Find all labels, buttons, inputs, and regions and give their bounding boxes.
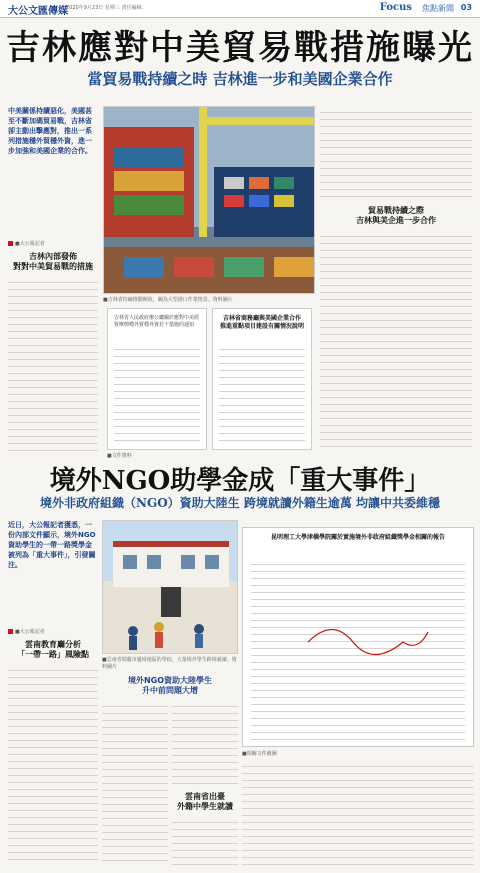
headline-1: 吉林應對中美貿易戰措施曝光 bbox=[6, 28, 474, 68]
article1-body-col3 bbox=[320, 106, 472, 202]
handwritten-signature-icon bbox=[303, 612, 433, 682]
article2-lead: 近日，大公報記者獲悉，一份內部文件顯示，境外NGO資助學生的一帶一路獎學金被列為「重大事件」，引發關注。 bbox=[8, 521, 96, 569]
section-name: 焦點新聞 bbox=[422, 4, 454, 13]
article1-lead: 中美關係持續惡化，美國甚至不斷加碼貿易戰，吉林省卻主動出擊應對，推出一系列措施穩外貿穩外資，進一步加強和美國企業的合作。 bbox=[8, 107, 92, 155]
issue-date: 2020年9月23日 星期三 責任編輯： bbox=[66, 5, 147, 11]
article2-section3-title: 雲南省出臺 外籍中學生就讀 bbox=[177, 792, 233, 811]
article2-body-col3 bbox=[242, 760, 474, 866]
doc2-title: 吉林省商務廳與美國企業合作 推進重點項目建設有關情況說明 bbox=[219, 315, 304, 330]
newspaper-brand: 大公文匯傳媒 bbox=[8, 6, 68, 17]
doc1-text bbox=[114, 343, 200, 443]
subheadline-2: 境外非政府組織（NGO）資助大陸生 跨境就讀外籍生逾萬 均讓中共委維穩 bbox=[39, 496, 441, 510]
article1-body-col1 bbox=[8, 276, 98, 454]
article2-body-col2b bbox=[172, 700, 238, 788]
doc1-title: 吉林省人民政府辦公廳關於應對中美經貿摩擦穩外貿穩外資若干措施的通知 bbox=[114, 315, 200, 328]
document-image-2 bbox=[212, 308, 312, 450]
page-header bbox=[0, 0, 480, 18]
article2-body-col2c bbox=[172, 816, 238, 866]
document-image-1 bbox=[107, 308, 207, 450]
photo2-caption: ■雲南省瑞麗市邊境地區的學校，大量境外學生跨境就讀。資料圖片 bbox=[102, 657, 237, 670]
article1-section2-title: 貿易戰持續之際 吉林與美企進一步合作 bbox=[356, 206, 436, 225]
article2-body-col1 bbox=[8, 664, 98, 864]
school-photo bbox=[102, 520, 238, 654]
photo1-caption: ■吉林省持續推動開放，圖為大型港口作業情景。資料圖片 bbox=[103, 297, 233, 303]
article1-section1-title: 吉林內部發佈 對對中美貿易戰的措施 bbox=[13, 252, 93, 271]
article2-byline: ■大公報記者 bbox=[8, 628, 45, 635]
doc-caption-1: ■文件資料 bbox=[107, 453, 132, 459]
port-photo bbox=[103, 106, 315, 294]
document-image-3 bbox=[242, 527, 474, 747]
article2-body-col2a bbox=[102, 700, 168, 866]
doc2-text bbox=[219, 343, 305, 443]
section-focus: Focus bbox=[379, 2, 412, 13]
doc3-caption: ■相關文件截圖 bbox=[242, 751, 277, 757]
page-number: 03 bbox=[460, 3, 472, 12]
headline-2: 境外NGO助學金成「重大事件」 bbox=[49, 466, 431, 496]
article2-section1-title: 雲南教育廳分析 「一帶一路」風險點 bbox=[17, 640, 89, 659]
article1-body-col4 bbox=[320, 230, 472, 452]
doc3-title: 昆明理工大學津橋學院關於實施境外非政府組織獎學金相關的報告 bbox=[270, 534, 445, 541]
article1-byline: ■大公報記者 bbox=[8, 240, 45, 247]
subheadline-1: 當貿易戰持續之時 吉林進一步和美國企業合作 bbox=[87, 70, 393, 88]
square-bullet-icon bbox=[8, 629, 13, 634]
article2-section2-title: 境外NGO資助大陸學生 升中前問題大增 bbox=[127, 676, 213, 695]
square-bullet-icon bbox=[8, 241, 13, 246]
